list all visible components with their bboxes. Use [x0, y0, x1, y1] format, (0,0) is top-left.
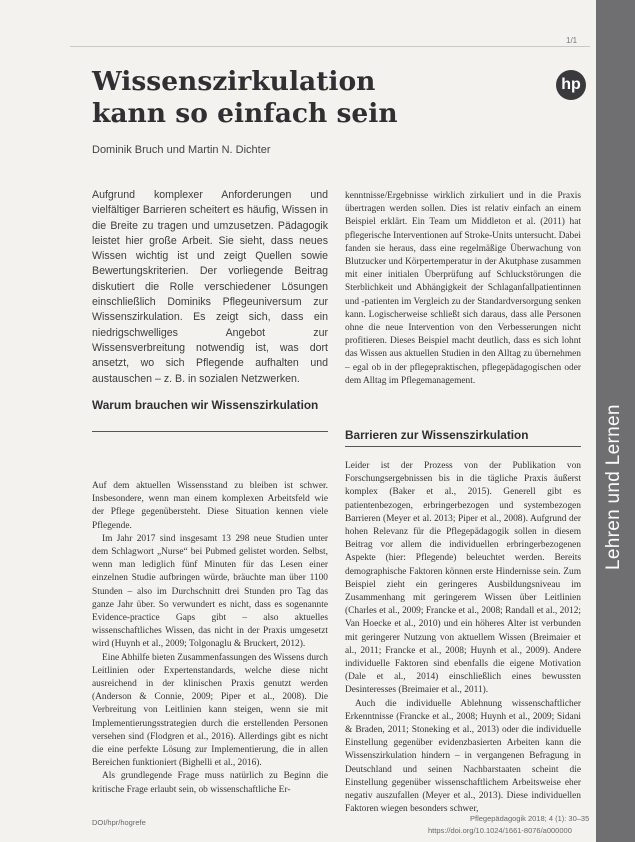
body-paragraph: Leider ist der Prozess von der Publikation von Forschungsergebnissen bis in die tägliche Praxis äußerst komplex (Baker et al., 2015). Generell gibt es patientenbezogen, erbringerbezogen und systembezogen Barrieren (Meyer et al. 2013; Piper et al., 2008). Aufgrund der hohen Relevanz für die Pflegepädagogik sollen in diesem Beitrag vor allem die individuellen erbringerbezogenen Aspekte (hier: Pflegende) beleuchtet werden. Bereits demographische Faktoren können erste Hindernisse sein. Zum Beispiel zieht ein geringeres Ausbildungsniveau im Zusammenhang mit geringerem Wissen über Leitlinien (Charles et al., 2009; Francke et al., 2008; Randall et al., 2012; Van Hoecke et al., 2010) und ein höheres Alter ist verbunden mit geringerer Nutzung von aktuellem Wissen (Breimaier et al., 2011; Francke et al., 2008; Huynh et al., 2009). Andere individuelle Faktoren sind ebenfalls die eigene Motivation (Dale et al., 2014) einschließlich eines bewussten Desinteresses (Breimaier et al., 2011). — [345, 461, 581, 696]
section-heading-why: Warum brauchen wir Wissenszirkulation — [92, 398, 319, 412]
body-paragraph: Als grundlegende Frage muss natürlich zu Beginn die kritische Frage erlaubt sein, ob wissenschaftliche Er- — [92, 771, 328, 795]
publisher-logo-icon: hp — [556, 70, 586, 100]
section-heading-barriers: Barrieren zur Wissenszirkulation — [345, 428, 529, 442]
page-number: 1/1 — [566, 36, 578, 45]
title-line-2: kann so einfach sein — [92, 98, 398, 129]
article-title — [92, 66, 532, 130]
footer-left: DOI/hpr/hogrefe — [92, 818, 146, 827]
title-line-1: Wissenszirkulation — [92, 66, 376, 97]
header-rule — [70, 46, 590, 47]
section-heading-rule — [345, 446, 581, 447]
footer-citation: Pflegepädagogik 2018; 4 (1): 30–35 — [470, 814, 590, 823]
right-column-body — [345, 460, 581, 816]
body-paragraph: Auch die individuelle Ablehnung wissenschaftlicher Erkenntnisse (Francke et al., 2008; Huynh et al., 2009; Sidani & Braden, 2011; Stoneking et al., 2013) oder die individuelle Einstellung gegenüber evidenzbasierten Arbeiten kann die Wissenszirkulation hindern – in vergangenen Befragung in Deutschland und seinen Nachbarstaaten scheint die Einstellung gegenüber wissenschaftlichem Arbeitsweise eher negativ auszufallen (Meyer et al., 2013). Diese individuellen Faktoren wiegen besonders schwer, — [345, 698, 581, 815]
section-heading-rule — [92, 431, 328, 432]
body-paragraph: Im Jahr 2017 sind insgesamt 13 298 neue Studien unter dem Schlagwort „Nurse“ bei Pubmed gelistet worden. Selbst, wenn man lediglich fünf Minuten für das Lesen einer einzelnen Studie aufbringen würde, bräuchte man über 1100 Stunden – also im Durchschnitt drei Stunden pro Tag das ganze Jahr über. So verwundert es nicht, dass es sogenannte Evidence-practice Gaps gibt – also aktuelles wissenschaftliches Wissen, das nicht in der Praxis umgesetzt wird (Huynh et al., 2009; Tolgonaglu & Bruckert, 2012). — [92, 533, 328, 650]
body-paragraph: kenntnisse/Ergebnisse wirklich zirkuliert und in die Praxis übertragen werden sollen. Dies ist relativ einfach an einem Beispiel erklärt. Ein Team um Middleton et al. (2011) hat pflegerische Interventionen auf Stroke-Units untersucht. Dabei fanden sie heraus, dass eine regelmäßige Überwachung von Blutzucker und Körpertemperatur in der Akutphase zusammen mit einer initialen Überprüfung auf Schluckstörungen die Sterblichkeit und Abhängigkeit der Schlaganfallpatientinnen und -patienten im Vergleich zu der Standardversorgung senken kann. Logischerweise schließt sich daraus, dass alle Personen ohne die neue Intervention von den Verbesserungen nicht profitieren. Dieses Beispiel macht deutlich, dass es sich lohnt das Wissen aus aktuellen Studien in den Alltag zu übernehmen – egal ob in der pflegepraktischen, pflegepädagogischen oder dem Alltag im Pflegemanagement. — [345, 191, 581, 386]
right-column-intro — [345, 190, 581, 388]
article-authors: Dominik Bruch und Martin N. Dichter — [92, 144, 271, 156]
article-abstract: Aufgrund komplexer Anforderungen und vielfältiger Barrieren scheitert es häufig, Wissen in die Breite zu tragen und umzusetzen. Pädagogik leistet hier große Arbeit. Sie sieht, dass neues Wissen wichtig ist und zeigt Quellen sowie Bewertungskriterien. Der vorliegende Beitrag diskutiert die Rolle verschiedener Lösungen einschließlich Dominiks Pflegeuniversum zur Wissenszirkulation. Es zeigt sich, dass ein niedrigschwelliges Angebot zur Wissensverbreitung notwendig ist, was dort ansetzt, wo sich Pflegende aufhalten und austauschen – z. B. in sozialen Netzwerken. — [92, 189, 328, 385]
body-paragraph: Auf dem aktuellen Wissensstand zu bleiben ist schwer. Insbesondere, wenn man einem komplexen Arbeitsfeld wie der Pflege gegenübersteht. Diese Situation kennen viele Pflegende. — [92, 481, 328, 531]
footer-doi: https://doi.org/10.1024/1661-8076/a000000 — [428, 826, 572, 835]
body-paragraph: Eine Abhilfe bieten Zusammenfassungen des Wissens durch Leitlinien oder Expertenstandards, welche diese nicht ausreichend in der klinischen Praxis genutzt werden (Anderson & Connie, 2009; Piper et al., 2008). Die Verbreitung von Leitlinien kann steigen, wenn sie mit Implementierungsstrategien durch die erstellenden Personen versehen sind (Flodgren et al., 2016). Allerdings gibt es nicht die eine perfekte Lösung zur Implementierung, die in allen Bereichen funktioniert (Bighelli et al., 2016). — [92, 652, 328, 769]
sidebar-section-label: Lehren und Lernen — [603, 404, 624, 570]
left-column-body — [92, 480, 328, 797]
